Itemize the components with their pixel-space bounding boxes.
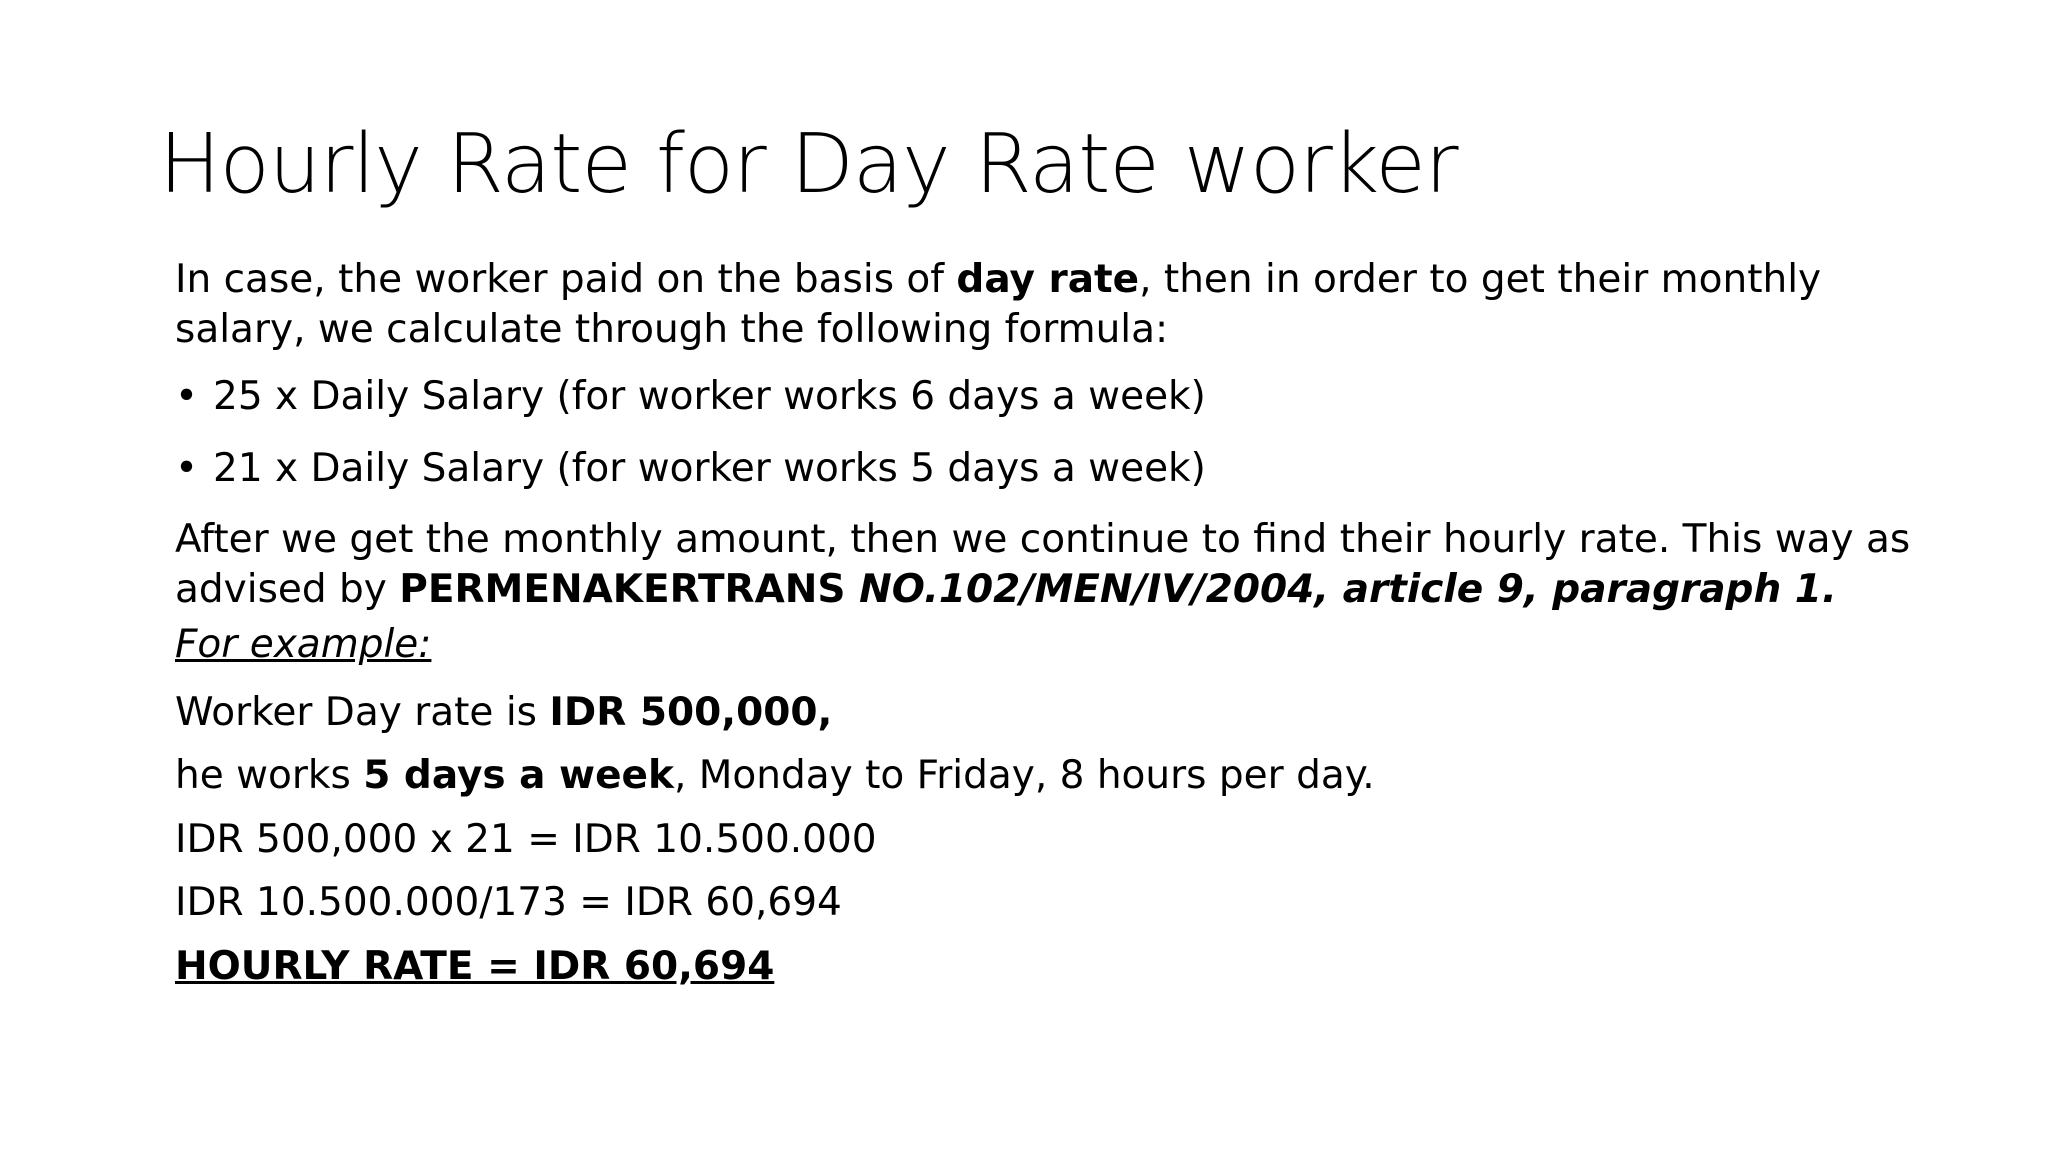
example-days-pre: he works — [175, 753, 364, 799]
regulation-paragraph — [175, 515, 1915, 614]
calc-monthly-line: IDR 500,000 x 21 = IDR 10.500.000 — [175, 816, 877, 862]
example-rate-line — [175, 688, 1915, 738]
example-rate-bold: IDR 500,000, — [549, 689, 833, 735]
regulation-text-bold: PERMENAKERTRANS — [399, 566, 860, 612]
example-days-line — [175, 751, 1915, 801]
slide-body — [175, 255, 1915, 991]
example-label: For example: — [175, 622, 432, 668]
calc-hourly-line: IDR 10.500.000/173 = IDR 60,694 — [175, 880, 842, 926]
formula-item — [175, 372, 1915, 422]
bullet-glyph: • — [175, 374, 199, 420]
formula-item — [175, 444, 1915, 494]
regulation-text-pre: After we get the monthly amount, then we continue to find their hourly rate. This way as advised by — [175, 517, 1911, 612]
regulation-text-bold-italic: NO.102/MEN/IV/2004, article 9, paragraph 1. — [859, 566, 1837, 612]
formula-list — [175, 372, 1915, 493]
formula-item-text: 21 x Daily Salary (for worker works 5 days a week) — [213, 445, 1206, 491]
example-days-bold: 5 days a week — [363, 753, 674, 799]
intro-text-bold: day rate — [956, 257, 1140, 302]
slide-title: Hourly Rate for Day Rate worker — [159, 117, 1458, 212]
example-days-post: , Monday to Friday, 8 hours per day. — [673, 753, 1375, 799]
intro-paragraph — [175, 255, 1915, 354]
bullet-glyph: • — [175, 445, 199, 491]
intro-text-pre: In case, the worker paid on the basis of — [175, 257, 957, 302]
hourly-rate-result: HOURLY RATE = IDR 60,694 — [175, 943, 775, 989]
intro-text-post: , then in order to get their monthly salary, we calculate through the following formula: — [175, 257, 1822, 352]
formula-item-text: 25 x Daily Salary (for worker works 6 days a week) — [213, 374, 1206, 420]
example-rate-pre: Worker Day rate is — [175, 689, 550, 735]
